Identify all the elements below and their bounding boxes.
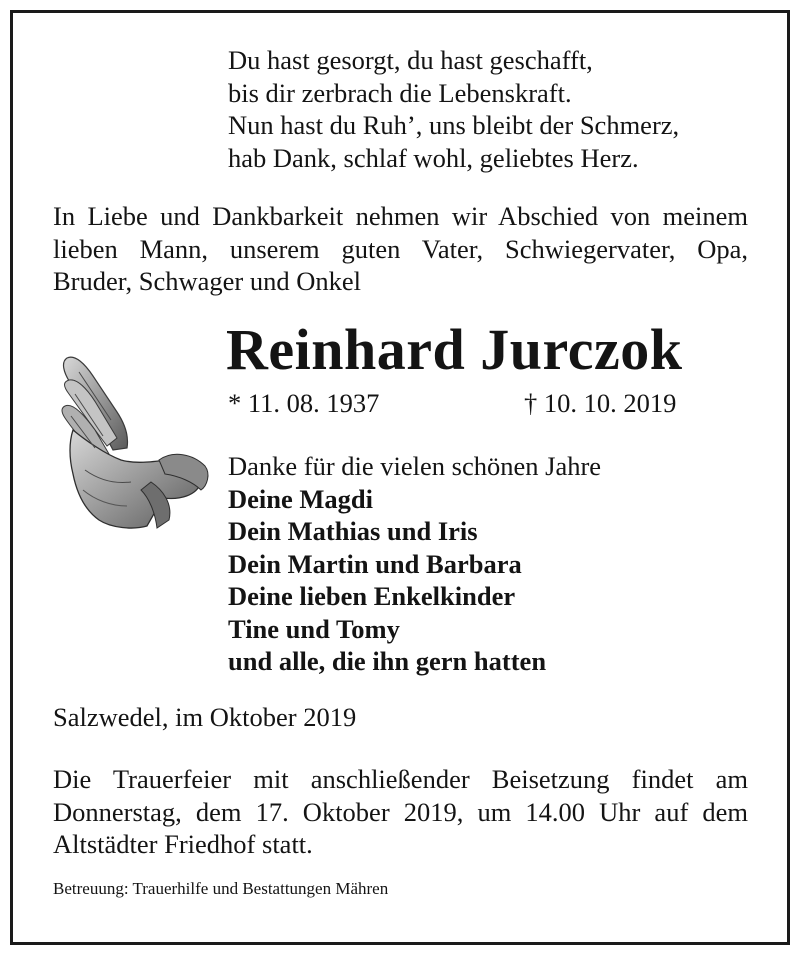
mourner-line: Dein Mathias und Iris [228, 516, 478, 546]
mourner-line: Dein Martin und Barbara [228, 548, 522, 579]
intro-text [53, 200, 748, 298]
place-date: Salzwedel, im Oktober 2019 [53, 702, 357, 732]
mourner-line: Tine und Tomy [228, 613, 400, 644]
intro-line: In Liebe und Dankbarkeit nehmen wir Abschied von meinem [53, 201, 748, 231]
poem-line: bis dir zerbrach die Lebenskraft. [228, 77, 572, 108]
death-date: † 10. 10. 2019 [524, 388, 677, 418]
service-line: Altstädter Friedhof statt. [53, 829, 313, 859]
mourner-line: Deine Magdi [228, 483, 373, 514]
thanks-block [228, 450, 601, 678]
poem [228, 44, 679, 174]
intro-line: lieben Mann, unserem guten Vater, Schwiegervater, Opa, [53, 233, 748, 264]
service-line: Donnerstag, dem 17. Oktober 2019, um 14.00 Uhr auf dem [53, 796, 748, 827]
service-line: Die Trauerfeier mit anschließender Beisetzung findet am [53, 764, 748, 794]
deceased-name: Reinhard Jurczok [226, 317, 683, 382]
birth-date: * 11. 08. 1937 [228, 388, 380, 418]
funeral-home-credit: Betreuung: Trauerhilfe und Bestattungen Mähren [53, 879, 389, 898]
mourner-line: Deine lieben Enkelkinder [228, 581, 516, 611]
thanks-line: Danke für die vielen schönen Jahre [228, 451, 602, 481]
service-text [53, 763, 748, 861]
poem-line: hab Dank, schlaf wohl, geliebtes Herz. [228, 142, 639, 173]
mourner-line: und alle, die ihn gern hatten [228, 646, 547, 676]
intro-line: Bruder, Schwager und Onkel [53, 266, 362, 296]
poem-line: Nun hast du Ruh’, uns bleibt der Schmerz, [228, 110, 680, 140]
poem-line: Du hast gesorgt, du hast geschafft, [228, 45, 593, 75]
praying-hands-icon [55, 350, 210, 535]
